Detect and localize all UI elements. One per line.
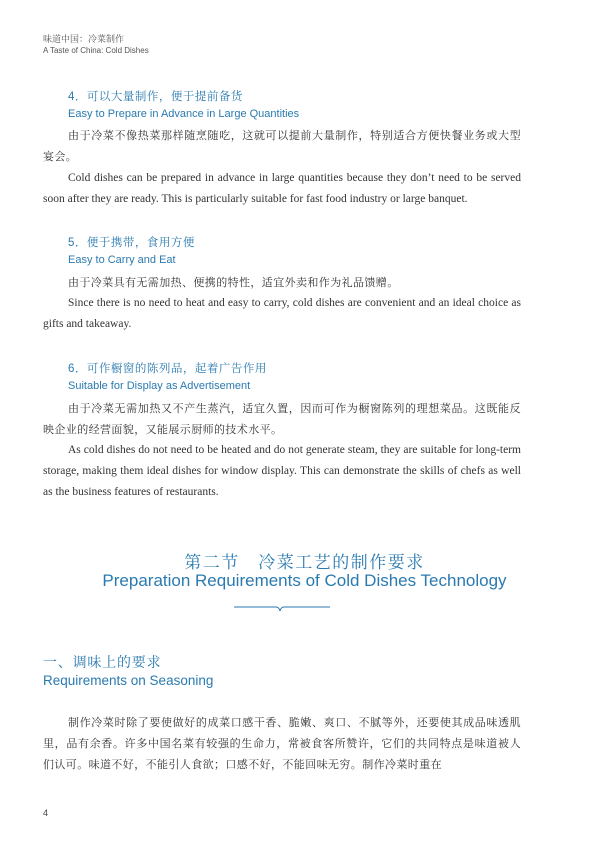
item-5-title-en: Easy to Carry and Eat [68, 254, 176, 266]
item-6-body-zh: 由于冷菜无需加热又不产生蒸汽，适宜久置，因而可作为橱窗陈列的理想菜品。这既能反映企业的经营面貌，又能展示厨师的技术水平。 [43, 402, 521, 436]
subsection-title-zh: 一、调味上的要求 [43, 655, 162, 671]
running-head-en: A Taste of China: Cold Dishes [43, 46, 149, 55]
item-4-title-en: Easy to Prepare in Advance in Large Quantities [68, 108, 300, 120]
section-title-en: Preparation Requirements of Cold Dishes Technology [102, 571, 507, 590]
subsection-body-zh: 制作冷菜时除了要使做好的成菜口感干香、脆嫩、爽口、不腻等外，还要使其成品味透肌里，品有余香。许多中国名菜有较强的生命力，常被食客所赞许，它们的共同特点是味道被人们认可。味道不好，不能引人食欲；口感不好，不能回味无穷。制作冷菜时重在 [43, 716, 521, 771]
section-divider-ornament [234, 600, 330, 614]
page-number: 4 [43, 808, 49, 818]
item-4-body-en: Cold dishes can be prepared in advance in large quantities because they don’t need to be served soon after they are ready. This is particularly suitable for fast food industry or large banquet. [43, 172, 521, 205]
item-4-body-zh: 由于冷菜不像热菜那样随烹随吃，这就可以提前大量制作，特别适合方便快餐业务或大型宴会。 [43, 129, 521, 163]
item-5-body-en: Since there is no need to heat and easy to carry, cold dishes are convenient and an ideal choice as gifts and takeaway. [43, 297, 521, 330]
item-5-body-zh: 由于冷菜具有无需加热、便携的特性，适宜外卖和作为礼品馈赠。 [68, 276, 399, 289]
item-6-title-zh: 6．可作橱窗的陈列品，起着广告作用 [68, 363, 267, 375]
item-6-title-en: Suitable for Display as Advertisement [68, 380, 251, 392]
item-4-title-zh: 4．可以大量制作，便于提前备货 [68, 91, 243, 103]
item-5-title-zh: 5．便于携带，食用方便 [68, 237, 195, 249]
running-head [43, 33, 149, 56]
running-head-zh: 味道中国：冷菜制作 [43, 34, 125, 44]
section-title-zh: 第二节 冷菜工艺的制作要求 [184, 553, 425, 573]
subsection-title-en: Requirements on Seasoning [43, 673, 214, 688]
item-6-body-en: As cold dishes do not need to be heated and do not generate steam, they are suitable for long-term storage, making them ideal dishes for window display. This can demonstrate the skills of chefs as well as the business features of restaurants. [43, 444, 521, 498]
